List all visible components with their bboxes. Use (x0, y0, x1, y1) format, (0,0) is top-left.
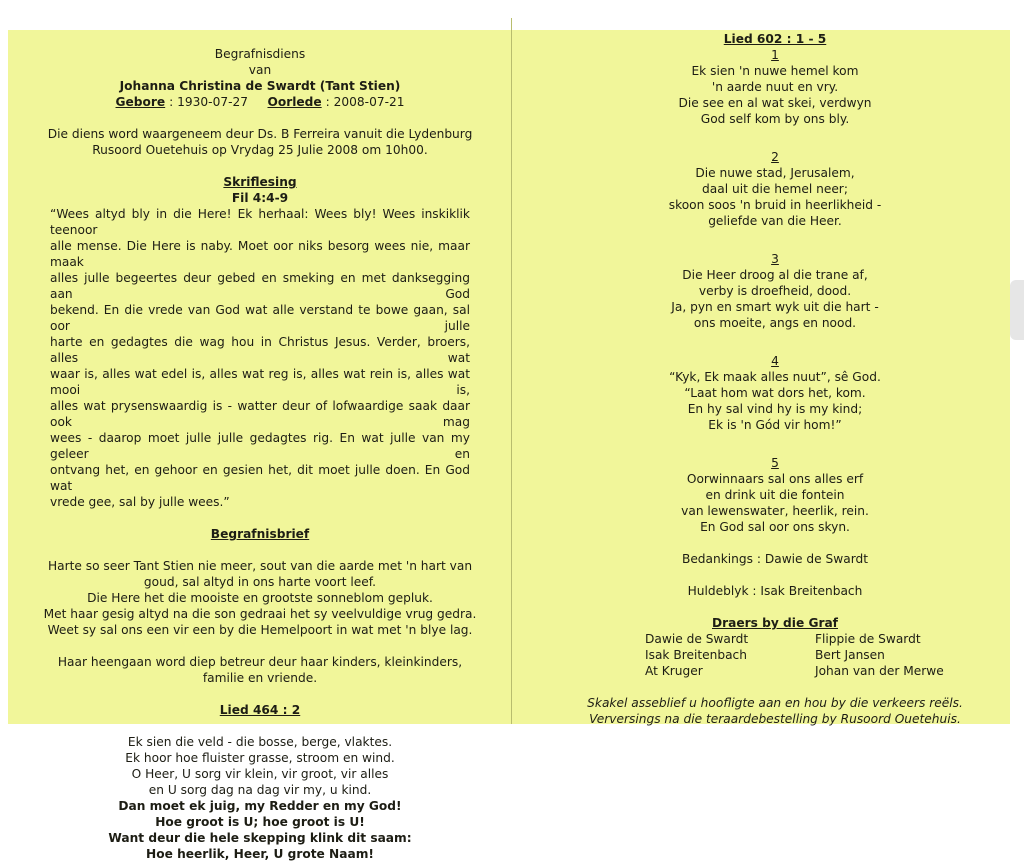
bearer-name: Flippie de Swardt (815, 632, 921, 646)
hymn-chorus-line: Hoe heerlik, Heer, U grote Naam! (146, 847, 374, 861)
born-label: Gebore (115, 95, 166, 109)
verse-line: van lewenswater, heerlik, rein. (681, 504, 869, 518)
verse-number: 2 (771, 150, 779, 164)
letter-line: Met haar gesig altyd na die son gedraai het sy veelvuldige vrug gedra. (43, 607, 477, 621)
verse-line: “Kyk, Ek maak alles nuut”, sê God. (669, 370, 881, 384)
died-date: : 2008-07-21 (325, 95, 405, 109)
reading-line: harte en gedagtes die wag hou in Christus Jesus. Verder, broers, alles wat (50, 335, 470, 365)
letter-line: Weet sy sal ons een vir een by die Hemelpoort in wat met 'n blye lag. (47, 623, 473, 637)
reading-line: alles wat prysenswaardig is - watter deur of lofwaardige saak daar ook mag (50, 399, 470, 429)
footer-note: Skakel asseblief u hoofligte aan en hou by die verkeers reëls. (587, 696, 963, 710)
fold-line (511, 18, 512, 724)
verse-line: Oorwinnaars sal ons alles erf (686, 472, 864, 486)
service-title: Begrafnisdiens (214, 47, 306, 61)
service-text-line: Rusoord Ouetehuis op Vrydag 25 Julie 2008 om 10h00. (92, 143, 428, 157)
letter-line: Harte so seer Tant Stien nie meer, sout van die aarde met 'n hart van (47, 559, 473, 573)
tribute-line: Huldeblyk : Isak Breitenbach (687, 584, 863, 598)
footer-note: Verversings na die teraardebestelling by Rusoord Ouetehuis. (589, 712, 961, 726)
verse-line: 'n aarde nuut en vry. (711, 80, 839, 94)
verse-line: Die see en al wat skei, verdwyn (678, 96, 872, 110)
verse-line: geliefde van die Heer. (708, 214, 842, 228)
verse-line: God self kom by ons bly. (700, 112, 850, 126)
verse-line: verby is droefheid, dood. (698, 284, 852, 298)
born-date: : 1930-07-27 (169, 95, 248, 109)
reading-line: bekend. En die vrede van God wat alle verstand te bowe gaan, sal oor julle (50, 303, 470, 333)
letter-line: Die Here het die mooiste en grootste sonneblom gepluk. (87, 591, 433, 605)
verse-line: Die Heer droog al die trane af, (682, 268, 868, 282)
reading-line: ontvang het, en gehoor en gesien het, dit moet julle doen. En God wat (50, 463, 470, 493)
letter-line: Haar heengaan word diep betreur deur haar kinders, kleinkinders, (57, 655, 463, 669)
bearers-heading: Draers by die Graf (712, 616, 838, 630)
died-label: Oorlede (267, 95, 322, 109)
verse-number: 5 (771, 456, 779, 470)
reading-line: vrede gee, sal by julle wees.” (50, 495, 230, 509)
right-page (538, 31, 1012, 727)
bearer-name: Bert Jansen (815, 648, 885, 662)
hymn-line: Ek hoor hoe fluister grasse, stroom en wind. (125, 751, 395, 765)
hymn-heading: Lied 602 : 1 - 5 (723, 32, 827, 46)
bearer-name: Isak Breitenbach (645, 648, 747, 662)
deceased-name: Johanna Christina de Swardt (Tant Stien) (119, 79, 401, 93)
hymn-line: en U sorg dag na dag vir my, u kind. (148, 783, 372, 797)
bearer-name: At Kruger (645, 664, 703, 678)
reading-heading: Skriflesing (223, 175, 297, 189)
letter-heading: Begrafnisbrief (210, 527, 310, 541)
hymn-chorus-line: Hoe groot is U; hoe groot is U! (155, 815, 365, 829)
bearer-name: Johan van der Merwe (815, 664, 944, 678)
verse-line: En hy sal vind hy is my kind; (687, 402, 863, 416)
service-text-line: Die diens word waargeneem deur Ds. B Ferreira vanuit die Lydenburg (47, 127, 473, 141)
reading-line: alle mense. Die Here is naby. Moet oor niks besorg wees nie, maar maak (50, 239, 470, 269)
letter-line: familie en vriende. (202, 671, 318, 685)
verse-number: 4 (771, 354, 779, 368)
reading-line: waar is, alles wat edel is, alles wat reg is, alles wat rein is, alles wat mooi is, (50, 367, 470, 397)
reading-text (50, 206, 470, 510)
verse-line: “Laat hom wat dors het, kom. (684, 386, 866, 400)
thanks-line: Bedankings : Dawie de Swardt (681, 552, 869, 566)
verse-line: Ja, pyn en smart wyk uit die hart - (671, 300, 879, 314)
verse-line: en drink uit die fontein (705, 488, 845, 502)
verse-line: ons moeite, angs en nood. (693, 316, 857, 330)
hymn-chorus-line: Want deur die hele skepping klink dit saam: (108, 831, 412, 845)
verse-line: En God sal oor ons skyn. (700, 520, 850, 534)
letter-line: goud, sal altyd in ons harte voort leef. (143, 575, 377, 589)
verse-number: 3 (771, 252, 779, 266)
reading-line: wees - daarop moet julle julle gedagtes rig. En wat julle van my geleer en (50, 431, 470, 461)
dates-line (20, 94, 500, 110)
verse-number: 1 (771, 48, 779, 62)
verse-line: daal uit die hemel neer; (702, 182, 848, 196)
hymn-chorus-line: Dan moet ek juig, my Redder en my God! (118, 799, 402, 813)
reading-reference: Fil 4:4-9 (231, 191, 289, 205)
reading-line: alles julle begeertes deur gebed en smeking en met danksegging aan God (50, 271, 470, 301)
page-edge-shadow (1010, 280, 1024, 340)
hymn-heading: Lied 464 : 2 (219, 703, 301, 717)
of-text: van (248, 63, 272, 77)
verse-line: Die nuwe stad, Jerusalem, (695, 166, 855, 180)
hymn-line: O Heer, U sorg vir klein, vir groot, vir alles (131, 767, 389, 781)
verse-line: skoon soos 'n bruid in heerlikheid - (668, 198, 882, 212)
hymn-line: Ek sien die veld - die bosse, berge, vlaktes. (127, 735, 393, 749)
left-page (20, 46, 500, 862)
verse-line: Ek sien 'n nuwe hemel kom (691, 64, 859, 78)
bearers-list (605, 631, 945, 679)
verse-line: Ek is 'n Gód vir hom!” (708, 418, 842, 432)
bearer-name: Dawie de Swardt (645, 632, 749, 646)
reading-line: “Wees altyd bly in die Here! Ek herhaal: Wees bly! Wees inskiklik teenoor (50, 207, 470, 237)
